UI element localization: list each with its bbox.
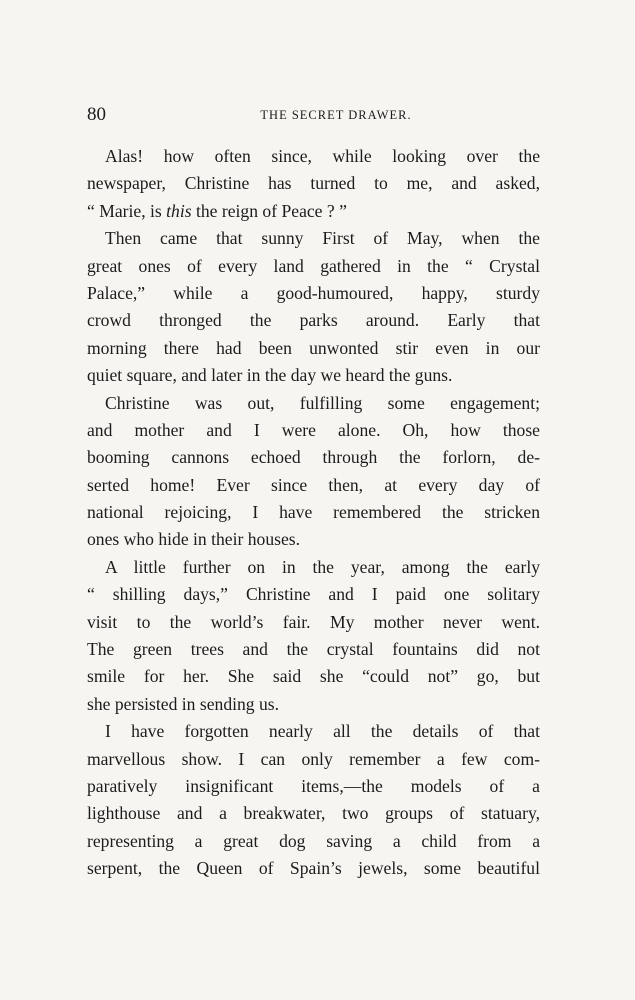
text-line: “ shilling days,” Christine and I paid one solitary xyxy=(87,584,540,605)
text-line: “ Marie, is this the reign of Peace ? ” xyxy=(87,200,347,221)
text-line: A little further on in the year, among the early xyxy=(105,556,540,577)
text-line: lighthouse and a breakwater, two groups of statuary, xyxy=(87,803,540,824)
text-line: morning there had been unwonted stir even in our xyxy=(87,337,540,358)
text-line: visit to the world’s fair. My mother never went. xyxy=(87,611,540,632)
text-line: national rejoicing, I have remembered the stricken xyxy=(87,502,540,523)
page-header xyxy=(87,100,540,130)
text-line: I have forgotten nearly all the details of that xyxy=(105,721,540,742)
text-line: booming cannons echoed through the forlorn, de- xyxy=(87,447,540,468)
text-line: marvellous show. I can only remember a few com- xyxy=(87,748,540,769)
text-line: great ones of every land gathered in the “ Crystal xyxy=(87,255,540,276)
text-line: serted home! Ever since then, at every day of xyxy=(87,474,540,495)
text-line: Alas! how often since, while looking over the xyxy=(105,146,540,166)
text-line: she persisted in sending us. xyxy=(87,693,280,714)
text-line: The green trees and the crystal fountains did not xyxy=(87,639,540,660)
text-line: smile for her. She said she “could not” go, but xyxy=(87,666,540,687)
text-line: Palace,” while a good-humoured, happy, sturdy xyxy=(87,282,540,303)
text-line: Then came that sunny First of May, when the xyxy=(105,228,540,249)
text-line: crowd thronged the parks around. Early that xyxy=(87,310,540,331)
text-line: quiet square, and later in the day we heard the guns. xyxy=(87,365,453,386)
text-line: Christine was out, fulfilling some engagement; xyxy=(105,392,540,413)
text-line: representing a great dog saving a child from a xyxy=(87,830,540,851)
text-line: and mother and I were alone. Oh, how those xyxy=(87,419,540,440)
text-line: serpent, the Queen of Spain’s jewels, some beautiful xyxy=(87,858,540,879)
body-text xyxy=(87,143,540,883)
running-title: THE SECRET DRAWER. xyxy=(260,108,412,122)
text-line: newspaper, Christine has turned to me, and asked, xyxy=(87,173,540,194)
text-line: ones who hide in their houses. xyxy=(87,529,301,550)
page-number: 80 xyxy=(87,104,106,125)
text-line: paratively insignificant items,—the models of a xyxy=(87,775,540,796)
